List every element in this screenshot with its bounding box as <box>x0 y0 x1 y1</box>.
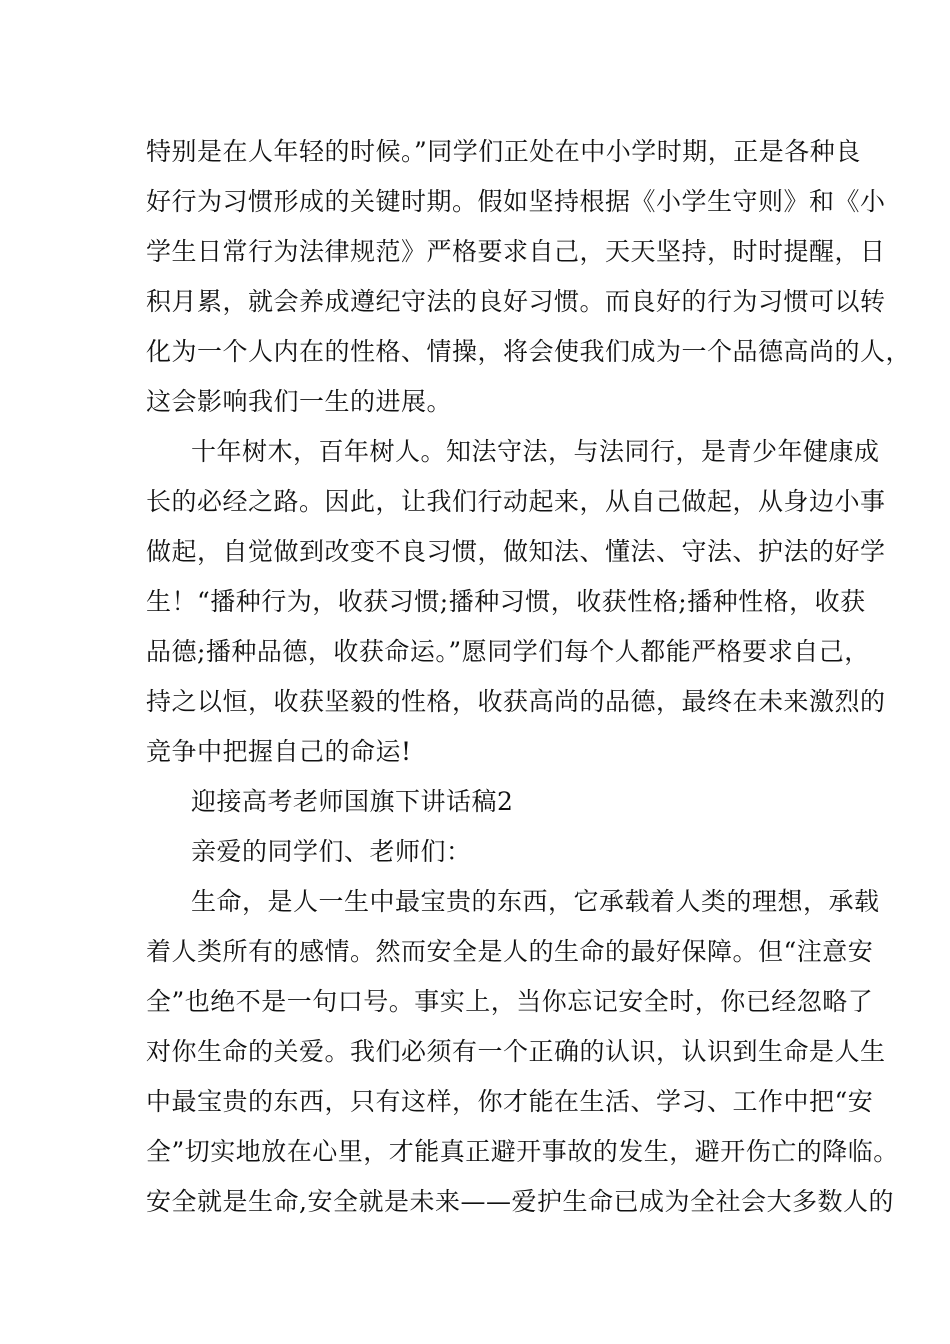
text-line: 竞争中把握自己的命运! <box>146 737 412 766</box>
text-line: 这会影响我们一生的进展。 <box>146 387 453 416</box>
text-line: 全”也绝不是一句口号。事实上，当你忘记安全时，你已经忽略了 <box>146 987 874 1016</box>
text-line: 安全就是生命,安全就是未来——爱护生命已成为全社会大多数人的 <box>146 1187 894 1216</box>
text-line: 中最宝贵的东西，只有这样，你才能在生活、学习、工作中把“安 <box>146 1087 874 1116</box>
text-line: 着人类所有的感情。然而安全是人的生命的最好保障。但“注意安 <box>146 937 874 966</box>
text-line: 对你生命的关爱。我们必须有一个正确的认识，认识到生命是人生 <box>146 1037 886 1066</box>
text-line: 学生日常行为法律规范》严格要求自己，天天坚持，时时提醒，日 <box>146 237 886 266</box>
text-line: 化为一个人内在的性格、情操，将会使我们成为一个品德高尚的人， <box>146 337 912 366</box>
paragraph-first-line: 生命，是人一生中最宝贵的东西，它承载着人类的理想，承载 <box>191 887 880 916</box>
text-line: 积月累，就会养成遵纪守法的良好习惯。而良好的行为习惯可以转 <box>146 287 886 316</box>
text-line: 持之以恒，收获坚毅的性格，收获高尚的品德，最终在未来激烈的 <box>146 687 886 716</box>
text-line: 生！“播种行为，收获习惯;播种习惯，收获性格;播种性格，收获 <box>146 587 866 616</box>
text-line: 好行为习惯形成的关键时期。假如坚持根据《小学生守则》和《小 <box>146 187 886 216</box>
paragraph-first-line: 十年树木，百年树人。知法守法，与法同行，是青少年健康成 <box>191 437 880 466</box>
text-line: 特别是在人年轻的时候。”同学们正处在中小学时期，正是各种良 <box>146 137 861 166</box>
text-line: 全”切实地放在心里，才能真正避开事故的发生，避开伤亡的降临。 <box>146 1137 899 1166</box>
text-line: 做起，自觉做到改变不良习惯，做知法、懂法、守法、护法的好学 <box>146 537 886 566</box>
section-title: 迎接高考老师国旗下讲话稿2 <box>191 787 514 816</box>
salutation: 亲爱的同学们、老师们： <box>191 837 472 866</box>
text-line: 长的必经之路。因此，让我们行动起来，从自己做起，从身边小事 <box>146 487 886 516</box>
text-line: 品德;播种品德，收获命运。”愿同学们每个人都能严格要求自己， <box>146 637 870 666</box>
